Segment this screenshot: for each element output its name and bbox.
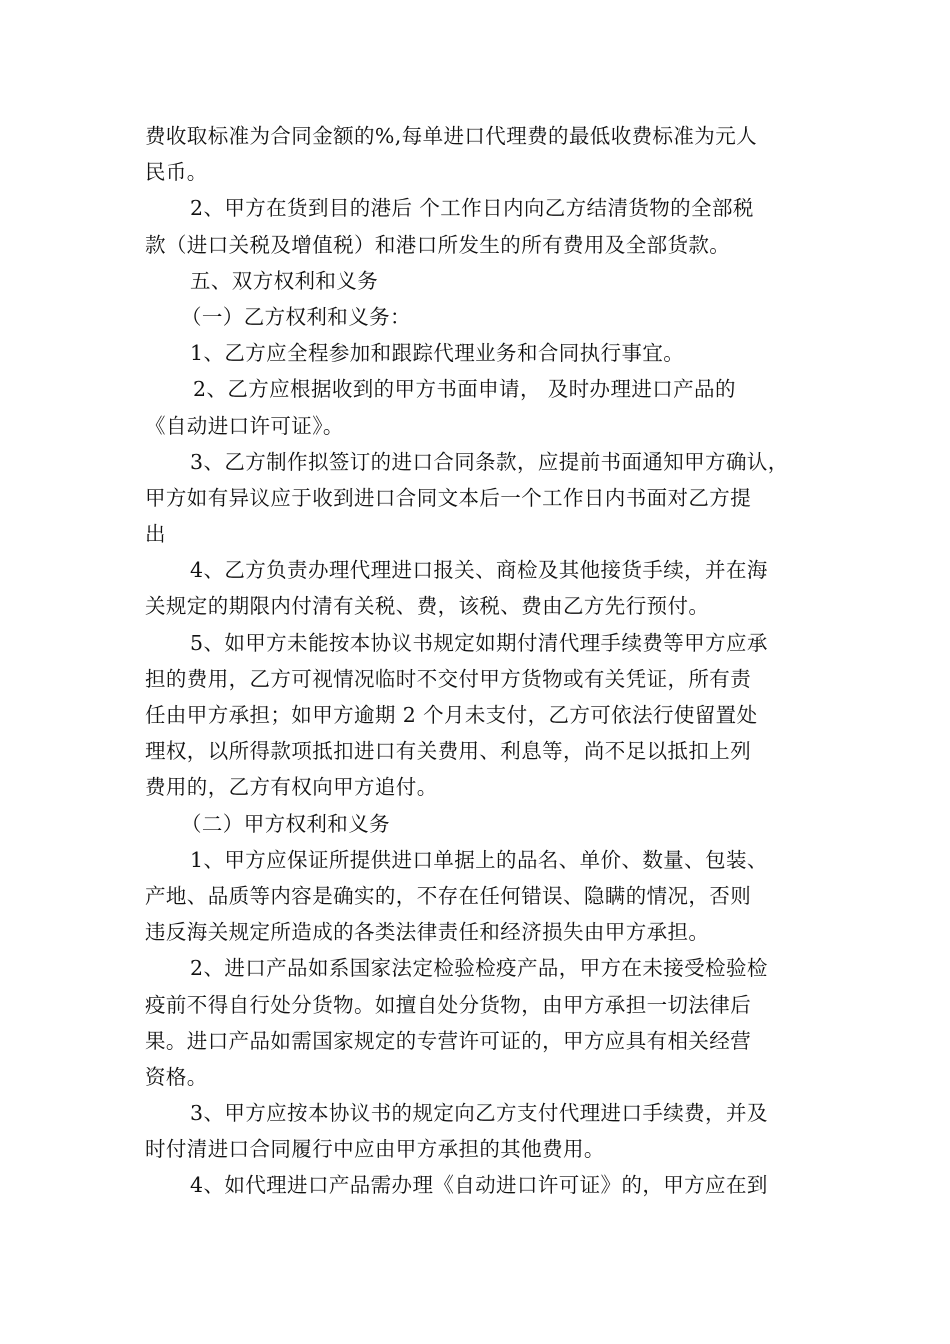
text-line: 疫前不得自行处分货物。如擅自处分货物，由甲方承担一切法律后	[145, 992, 752, 1017]
clause-paragraph: 4、如代理进口产品需办理《自动进口许可证》的，甲方应在到	[190, 1173, 768, 1198]
subsection-heading: （一）乙方权利和义务：	[181, 304, 411, 329]
section-heading: 五、双方权利和义务	[190, 268, 379, 293]
clause-paragraph: 1、甲方应保证所提供进口单据上的品名、单价、数量、包装、	[190, 847, 768, 872]
clause-paragraph: 3、甲方应按本协议书的规定向乙方支付代理进口手续费，并及	[190, 1101, 768, 1126]
clause-paragraph: 5、如甲方未能按本协议书规定如期付清代理手续费等甲方应承	[190, 630, 768, 655]
text-line: 甲方如有异议应于收到进口合同文本后一个工作日内书面对乙方提	[145, 485, 752, 510]
text-line: 款（进口关税及增值税）和港口所发生的所有费用及全部货款。	[145, 232, 731, 257]
text-line: 费用的，乙方有权向甲方追付。	[145, 775, 438, 800]
clause-paragraph: 4、乙方负责办理代理进口报关、商检及其他接货手续，并在海	[190, 558, 768, 583]
text-line: 时付清进口合同履行中应由甲方承担的其他费用。	[145, 1137, 605, 1162]
text-line: 费收取标准为合同金额的%,每单进口代理费的最低收费标准为元人	[145, 124, 757, 148]
text-line: 违反海关规定所造成的各类法律责任和经济损失由甲方承担。	[145, 920, 710, 945]
clause-paragraph: 3、乙方制作拟签订的进口合同条款，应提前书面通知甲方确认，	[190, 449, 789, 474]
text-line: 理权，以所得款项抵扣进口有关费用、利息等，尚不足以抵扣上列	[145, 739, 752, 764]
text-line: 出	[145, 522, 166, 547]
text-line: 关规定的期限内付清有关税、费，该税、费由乙方先行预付。	[145, 594, 710, 619]
clause-paragraph: 2、进口产品如系国家法定检验检疫产品，甲方在未接受检验检	[190, 956, 768, 981]
document-body	[145, 118, 810, 1204]
clause-paragraph: 2、乙方应根据收到的甲方书面申请， 及时办理进口产品的	[193, 377, 736, 402]
subsection-heading: （二）甲方权利和义务	[181, 811, 390, 836]
clause-paragraph: 1、乙方应全程参加和跟踪代理业务和合同执行事宜。	[190, 341, 685, 366]
text-line: 《自动进口许可证》。	[145, 413, 344, 438]
text-line: 担的费用，乙方可视情况临时不交付甲方货物或有关凭证，所有责	[145, 666, 752, 691]
text-line: 任由甲方承担；如甲方逾期 2 个月未支付，乙方可依法行使留置处	[145, 703, 758, 727]
text-line: 资格。	[145, 1064, 208, 1089]
text-line: 产地、品质等内容是确实的，不存在任何错误、隐瞒的情况，否则	[145, 883, 752, 908]
clause-paragraph: 2、甲方在货到目的港后 个工作日内向乙方结清货物的全部税	[190, 196, 754, 221]
text-line: 民币。	[145, 160, 208, 185]
text-line: 果。进口产品如需国家规定的专营许可证的，甲方应具有相关经营	[145, 1028, 752, 1053]
